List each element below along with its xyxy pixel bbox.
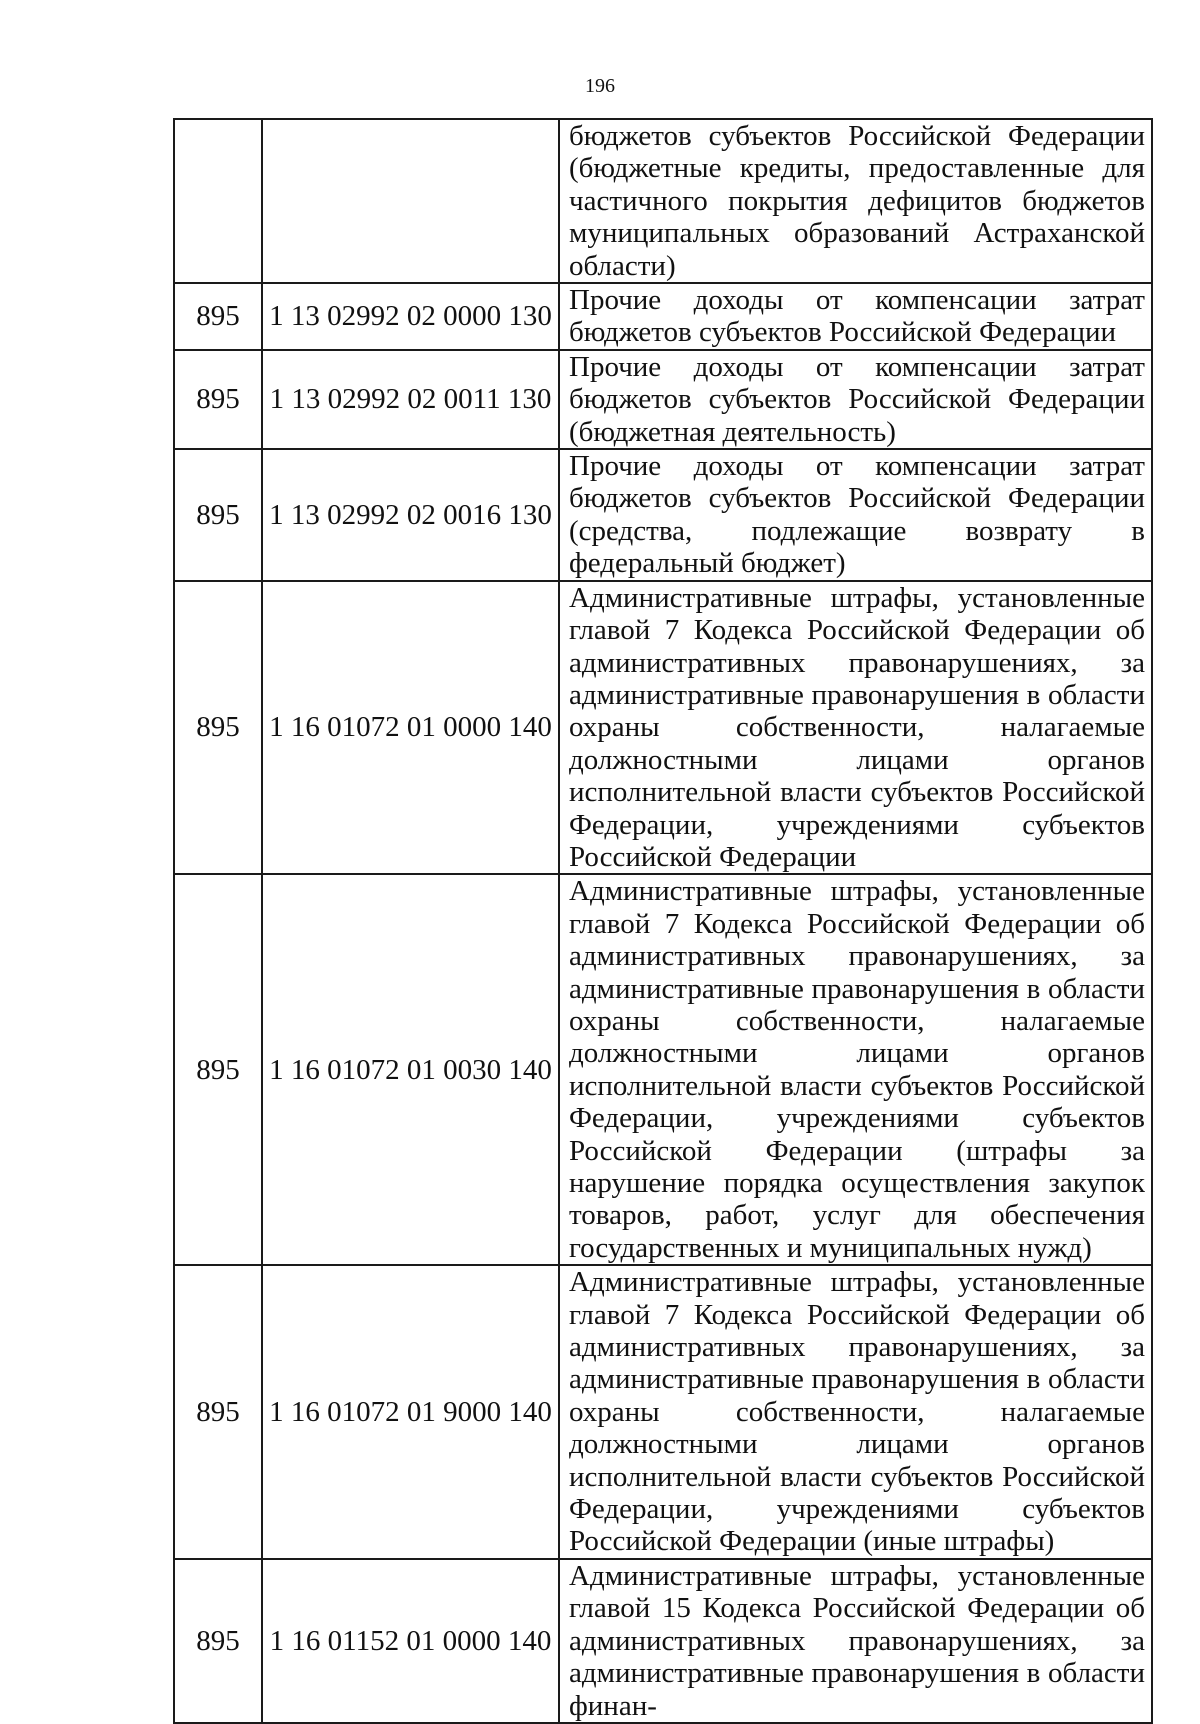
budget-code-cell xyxy=(262,119,559,283)
description-text: Административные штрафы, установленные главой 7 Кодекса Российской Федерации об административных правонарушениях, за административные правонарушения в области охраны собственности, налагаемые должностными лицами органов исполнительной власти субъектов Российской Федерации, учреждениями субъектов Российской Федерации (штрафы за нарушение порядка осуществления закупок товаров, работ, услуг для обеспечения государственных и муниципальных нужд) xyxy=(569,875,1145,1264)
budget-code-cell: 1 16 01072 01 9000 140 xyxy=(262,1265,559,1559)
description-cell xyxy=(559,350,1152,449)
table-row xyxy=(174,874,1152,1265)
description-cell xyxy=(559,1265,1152,1559)
description-cell xyxy=(559,449,1152,581)
budget-code-cell: 1 13 02992 02 0000 130 xyxy=(262,283,559,350)
admin-code-cell: 895 xyxy=(174,350,262,449)
description-cell xyxy=(559,283,1152,350)
budget-code-cell: 1 16 01152 01 0000 140 xyxy=(262,1559,559,1723)
page-number: 196 xyxy=(585,75,615,97)
description-cell xyxy=(559,874,1152,1265)
description-cell xyxy=(559,581,1152,875)
description-text: Административные штрафы, установленные главой 15 Кодекса Российской Федерации об административных правонарушениях, за административные правонарушения в области финан- xyxy=(569,1559,1145,1722)
description-text: Административные штрафы, установленные главой 7 Кодекса Российской Федерации об административных правонарушениях, за административные правонарушения в области охраны собственности, налагаемые должностными лицами органов исполнительной власти субъектов Российской Федерации, учреждениями субъектов Российской Федерации xyxy=(569,581,1145,873)
budget-code-cell: 1 16 01072 01 0030 140 xyxy=(262,874,559,1265)
admin-code-cell xyxy=(174,119,262,283)
admin-code-cell: 895 xyxy=(174,283,262,350)
admin-code-cell: 895 xyxy=(174,874,262,1265)
description-text: Прочие доходы от компенсации затрат бюджетов субъектов Российской Федерации (средства, подлежащие возврату в федеральный бюджет) xyxy=(569,450,1145,580)
budget-code-cell: 1 16 01072 01 0000 140 xyxy=(262,581,559,875)
description-text: бюджетов субъектов Российской Федерации (бюджетные кредиты, предоставленные для частичного покрытия дефицитов бюджетов муниципальных образований Астраханской области) xyxy=(569,120,1145,282)
table-row xyxy=(174,350,1152,449)
description-text: Прочие доходы от компенсации затрат бюджетов субъектов Российской Федерации (бюджетная деятельность) xyxy=(569,350,1145,448)
budget-code-cell: 1 13 02992 02 0011 130 xyxy=(262,350,559,449)
admin-code-cell: 895 xyxy=(174,449,262,581)
table-row xyxy=(174,1559,1152,1723)
admin-code-cell: 895 xyxy=(174,581,262,875)
admin-code-cell: 895 xyxy=(174,1559,262,1723)
description-text: Прочие доходы от компенсации затрат бюджетов субъектов Российской Федерации xyxy=(569,284,1145,349)
table-row xyxy=(174,283,1152,350)
budget-code-cell: 1 13 02992 02 0016 130 xyxy=(262,449,559,581)
description-cell xyxy=(559,119,1152,283)
admin-code-cell: 895 xyxy=(174,1265,262,1559)
table-row xyxy=(174,119,1152,283)
revenue-codes-table xyxy=(173,118,1153,1724)
table-row xyxy=(174,1265,1152,1559)
table-row xyxy=(174,581,1152,875)
table-row xyxy=(174,449,1152,581)
description-text: Административные штрафы, установленные главой 7 Кодекса Российской Федерации об административных правонарушениях, за административные правонарушения в области охраны собственности, налагаемые должностными лицами органов исполнительной власти субъектов Российской Федерации, учреждениями субъектов Российской Федерации (иные штрафы) xyxy=(569,1266,1145,1558)
description-cell xyxy=(559,1559,1152,1723)
